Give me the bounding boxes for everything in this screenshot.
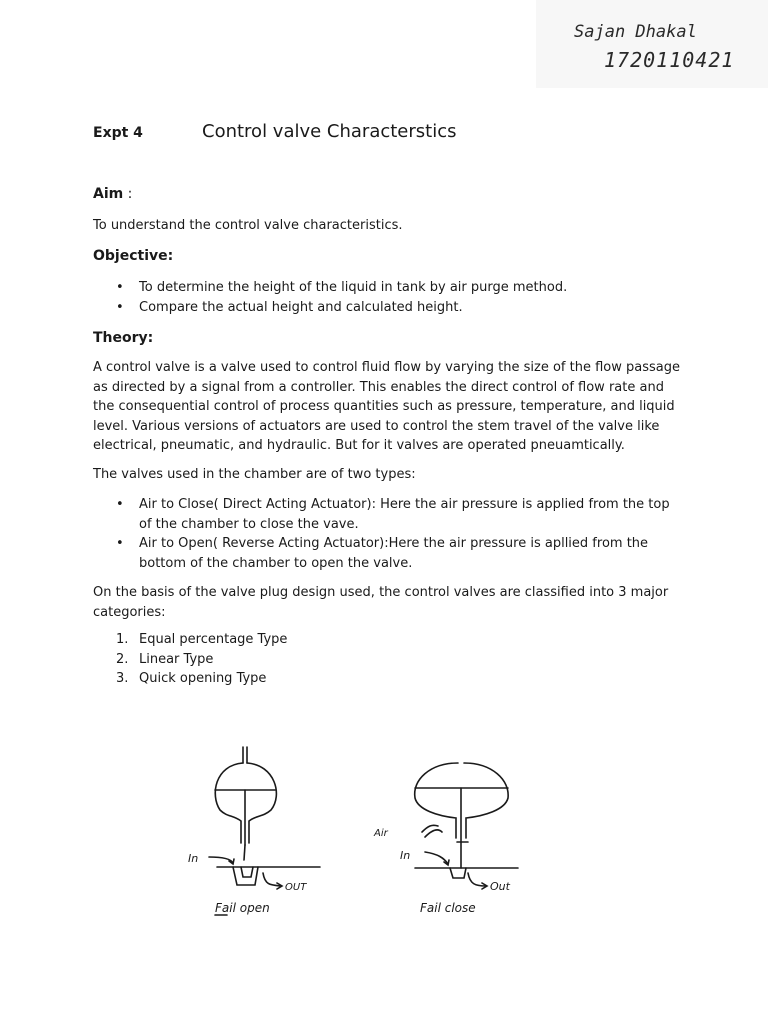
list-item: 3. Quick opening Type xyxy=(116,671,267,686)
fail-open-caption: Fail open xyxy=(215,901,270,915)
categories-list xyxy=(93,630,683,689)
signature-number: 1720110421 xyxy=(604,48,735,72)
valve-body xyxy=(233,867,258,885)
air-inlet xyxy=(422,825,438,832)
experiment-number: Expt 4 xyxy=(93,125,143,141)
fail-open-diagram xyxy=(175,745,355,930)
list-item: • To determine the height of the liquid in tank by air purge method. xyxy=(93,278,683,298)
aim-heading xyxy=(93,186,132,202)
aim-text: To understand the control valve characteristics. xyxy=(93,218,403,233)
list-item: • Compare the actual height and calculated height. xyxy=(93,298,683,318)
aim-heading-text: Aim xyxy=(93,186,124,202)
types-intro: The valves used in the chamber are of two types: xyxy=(93,467,416,482)
objective-list xyxy=(93,278,683,317)
list-item: • Air to Open( Reverse Acting Actuator):Here the air pressure is apllied from the bottom of the chamber to open the valve. xyxy=(116,536,649,571)
valve-body xyxy=(450,868,466,878)
diaphragm-left xyxy=(415,763,458,838)
fail-close-caption: Fail close xyxy=(420,901,476,915)
in-label: In xyxy=(400,849,411,862)
theory-paragraph: A control valve is a valve used to control fluid flow by varying the size of the flow passage as directed by a signal from a controller. This enables the direct control of flow rate and the consequential control of process quantities such as pressure, temperature, and liquid level. Various versions of actuators are used to control the stem travel of the valve like electrical, pneumatic, and hydraulic. But for it valves are operated pneuamtically. xyxy=(93,360,680,453)
diaphragm-right xyxy=(464,763,508,838)
air-inlet xyxy=(425,830,442,837)
diaphragm-left xyxy=(215,763,243,843)
theory-heading: Theory: xyxy=(93,330,154,346)
bullet: • xyxy=(116,280,124,295)
aim-colon: : xyxy=(123,186,133,202)
signature-block xyxy=(536,0,768,88)
stem xyxy=(244,845,245,860)
list-item: 2. Linear Type xyxy=(116,651,214,667)
objective-heading: Objective: xyxy=(93,248,174,264)
valve-types-list xyxy=(93,495,683,573)
categories-intro: On the basis of the valve plug design used, the control valves are classified into 3 major categories: xyxy=(93,585,669,620)
diaphragm-right xyxy=(247,763,276,843)
list-item: • Air to Close( Direct Acting Actuator): Here the air pressure is applied from the top of the chamber to close the vave. xyxy=(116,497,670,532)
bullet: • xyxy=(116,536,124,551)
air-label: Air xyxy=(374,828,388,839)
bullet: • xyxy=(116,299,124,315)
out-label: Out xyxy=(490,880,510,893)
bullet: • xyxy=(116,497,124,512)
out-label: OUT xyxy=(285,882,307,893)
page-title: Control valve Characterstics xyxy=(202,121,457,142)
valve-plug xyxy=(241,867,253,877)
in-label: In xyxy=(188,852,199,865)
list-item: 1. Equal percentage Type xyxy=(116,632,288,647)
signature-name: Sajan Dhakal xyxy=(574,22,697,42)
fail-close-diagram xyxy=(360,760,540,930)
